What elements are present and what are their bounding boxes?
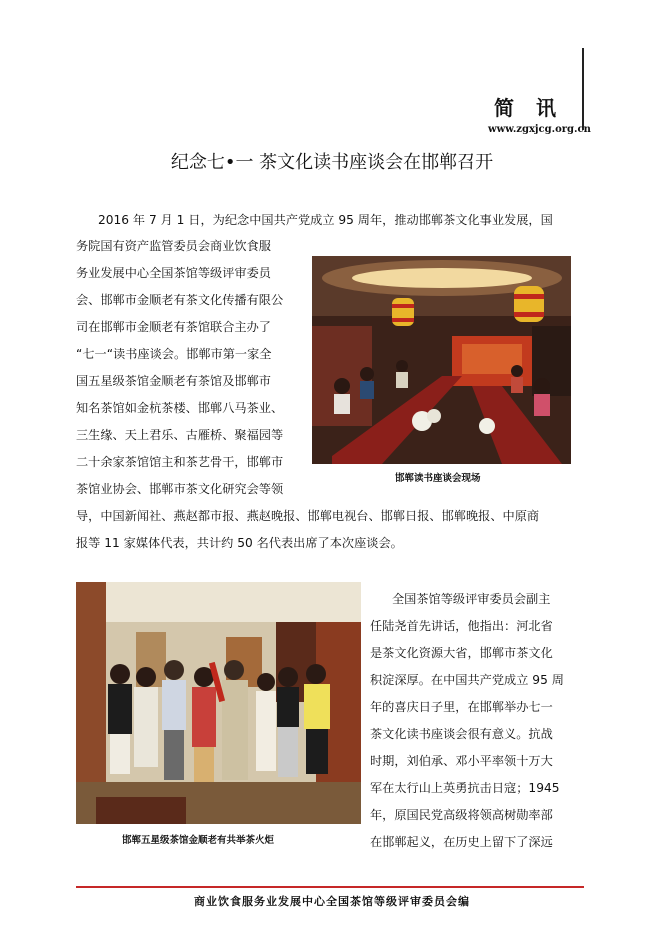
footer-text: 商业饮食服务业发展中心全国茶馆等级评审委员会编	[194, 895, 470, 908]
photo2-caption: 邯郸五星级茶馆金顺老有共举茶火炬	[122, 835, 275, 846]
section-title: 简讯	[494, 96, 578, 120]
meeting-photo	[312, 256, 571, 464]
paragraph-line: 军在太行山上英勇抗击日寇；1945	[370, 781, 560, 795]
paragraph-line: 积淀深厚。在中国共产党成立 95 周	[370, 673, 564, 687]
paragraph-line: 国五星级茶馆金顺老有茶馆及邯郸市	[76, 374, 271, 388]
paragraph-line: 茶馆业协会、邯郸市茶文化研究会等领	[76, 482, 284, 496]
paragraph-line: 务业发展中心全国茶馆等级评审委员	[76, 266, 271, 280]
paragraph-line: 年的喜庆日子里，在邯郸举办七一	[370, 700, 553, 714]
paragraph-line: 时期，刘伯承、邓小平率领十万大	[370, 754, 553, 768]
paragraph-line: 司在邯郸市金顺老有茶馆联合主办了	[76, 320, 271, 334]
paragraph-line: 务院国有资产监管委员会商业饮食服	[76, 239, 271, 253]
article-title: 纪念七•一 茶文化读书座谈会在邯郸召开	[170, 152, 494, 173]
footer-divider	[76, 886, 584, 888]
header-divider	[582, 48, 584, 130]
paragraph-line: 在邯郸起义，在历史上留下了深远	[370, 835, 553, 849]
group-photo	[76, 582, 361, 824]
paragraph-line: 二十余家茶馆馆主和茶艺骨干，邯郸市	[76, 455, 284, 469]
paragraph-line: 任陆尧首先讲话，他指出：河北省	[370, 619, 553, 633]
paragraph-line: 全国茶馆等级评审委员会副主	[392, 592, 551, 606]
photo1-caption: 邯郸读书座谈会现场	[395, 473, 481, 484]
paragraph-line: 是茶文化资源大省，邯郸市茶文化	[370, 646, 553, 660]
paragraph-line: 茶文化读书座谈会很有意义。抗战	[370, 727, 553, 741]
paragraph-line: 2016 年 7 月 1 日，为纪念中国共产党成立 95 周年，推动邯郸茶文化事业发展，国	[98, 213, 553, 227]
paragraph-line: 导，中国新闻社、燕赵都市报、燕赵晚报、邯郸电视台、邯郸日报、邯郸晚报、中原商	[76, 509, 540, 523]
paragraph-line: 知名茶馆如金杭茶楼、邯郸八马茶业、	[76, 401, 284, 415]
paragraph-line: 年，原国民党高级将领高树勋率部	[370, 808, 553, 822]
paragraph-line: 三生缘、天上君乐、古雁桥、聚福园等	[76, 428, 284, 442]
paragraph-line: 会、邯郸市金顺老有茶文化传播有限公	[76, 293, 284, 307]
paragraph-line: 报等 11 家媒体代表，共计约 50 名代表出席了本次座谈会。	[76, 536, 403, 550]
site-url: www.zgxjcg.org.cn	[488, 124, 591, 135]
paragraph-line: “七一“读书座谈会。邯郸市第一家全	[76, 347, 272, 361]
